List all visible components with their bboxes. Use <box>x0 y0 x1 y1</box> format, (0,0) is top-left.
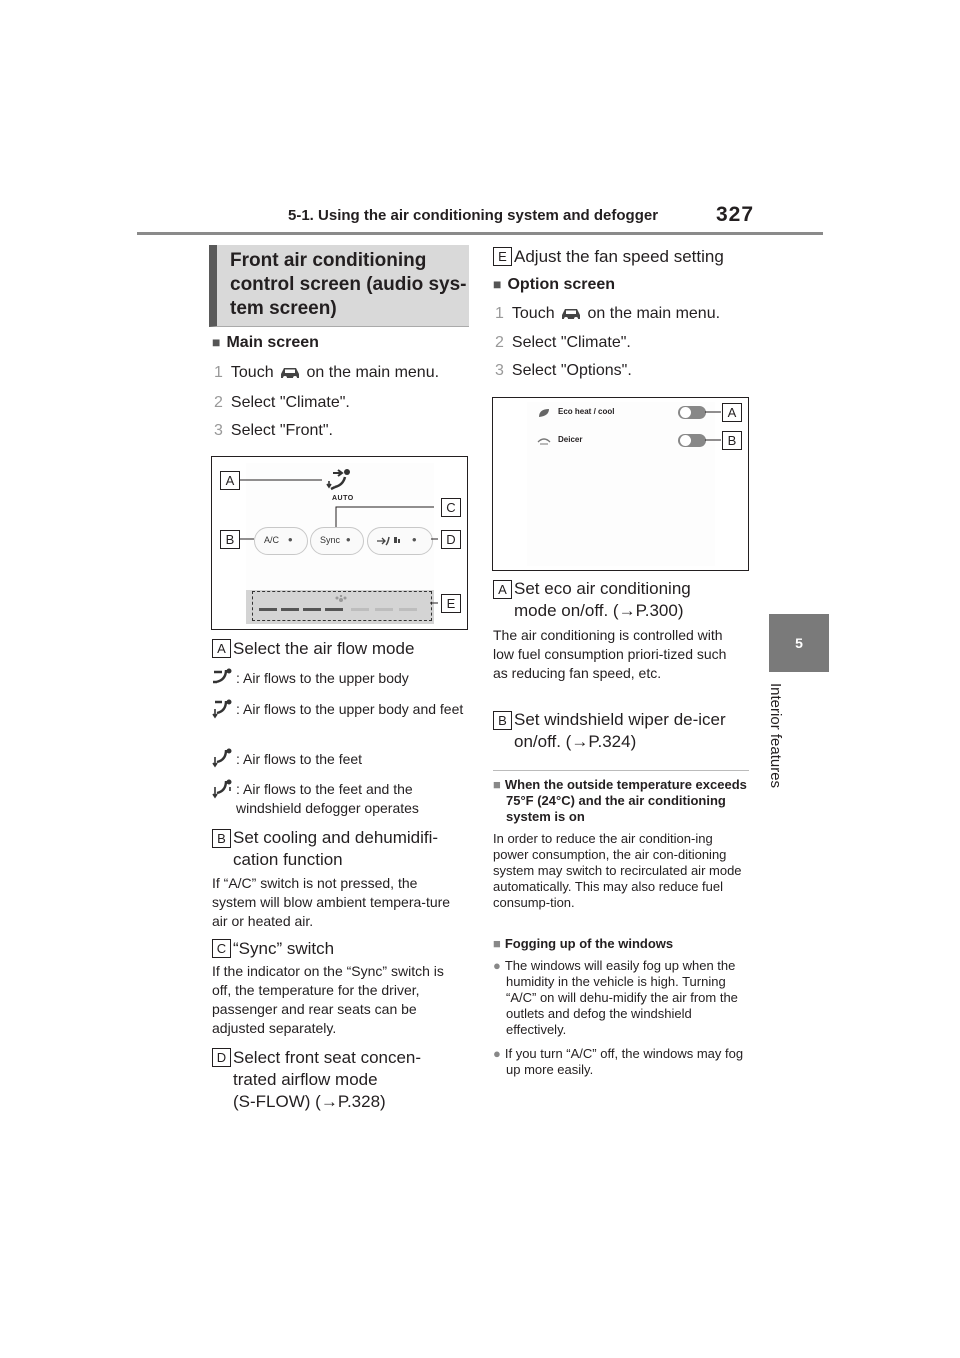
option-step-1: 1 Touch on the main menu. <box>495 305 721 322</box>
callout-c: C <box>441 498 461 517</box>
running-header-title: 5-1. Using the air conditioning system and defogger <box>288 207 659 224</box>
feet-defogger-mode-icon <box>212 779 234 799</box>
auto-indicator: AUTO <box>332 495 354 502</box>
option-callout-a: A <box>722 403 742 422</box>
item-d-label: D <box>212 1048 231 1067</box>
option-step-2: 2 Select "Climate". <box>495 334 631 351</box>
sync-button[interactable]: Sync • <box>310 527 364 555</box>
main-screen-figure <box>211 456 468 630</box>
note1-body: In order to reduce the air condition-ing power consumption, the air con-ditioning system may switch to recirculated air mode automatically. This may also reduce fuel consump-tion. <box>493 831 742 910</box>
callout-a: A <box>220 471 240 490</box>
option-item-a-title-2: mode on/off. (→P.300) <box>514 601 684 620</box>
item-b-body: If “A/C” switch is not pressed, the system will blow ambient tempera-ture air or heated air. <box>212 875 451 929</box>
main-step-3: 3 Select "Front". <box>214 422 333 439</box>
mode-feet-text: : Air flows to the feet <box>236 751 363 767</box>
chapter-label: Interior features <box>767 683 784 789</box>
feet-mode-icon <box>212 748 234 768</box>
option-item-b-title-1: Set windshield wiper de-icer <box>514 710 726 729</box>
header-rule <box>137 232 823 235</box>
ac-indicator-dot: • <box>288 532 293 547</box>
option-step-3: 3 Select "Options". <box>495 362 632 379</box>
item-b-title-1: Set cooling and dehumidifi- <box>233 828 439 847</box>
item-a-label: A <box>212 639 231 658</box>
square-bullet-icon: ■ <box>493 276 502 292</box>
note-divider <box>493 770 749 771</box>
chapter-tab: 5 <box>769 614 829 672</box>
item-d-title-3: (S-FLOW) (→P.328) <box>233 1092 386 1111</box>
main-step-1: 1 Touch on the main menu. <box>214 364 440 381</box>
item-d-title-1: Select front seat concen- <box>233 1048 422 1067</box>
mode-feet-defogger-text: : Air flows to the feet and the windshield defogger operates <box>236 781 419 816</box>
circle-bullet-icon: ● <box>493 1046 501 1061</box>
sync-indicator-dot: • <box>346 532 351 547</box>
item-c-body: If the indicator on the “Sync” switch is off, the temperature for the driver, passenger and rear seats can be adjusted separately. <box>212 963 444 1036</box>
option-leader-lines <box>493 398 750 572</box>
item-e-label: E <box>493 247 512 266</box>
upper-body-feet-mode-icon <box>212 699 234 719</box>
callout-b: B <box>220 530 240 549</box>
item-c-title: “Sync” switch <box>233 939 335 958</box>
option-item-b-title-2: on/off. (→P.324) <box>514 732 637 751</box>
ac-button[interactable]: A/C • <box>254 527 308 555</box>
car-icon <box>278 366 302 380</box>
option-item-a-title-1: Set eco air conditioning <box>514 579 691 598</box>
section-title-box <box>209 245 469 327</box>
item-d-title-2: trated airflow mode <box>233 1070 378 1089</box>
callout-d: D <box>441 530 461 549</box>
main-screen-heading: ■ Main screen <box>212 334 319 351</box>
option-item-b-label: B <box>493 711 512 730</box>
eco-row-label: Eco heat / cool <box>558 407 615 416</box>
car-icon <box>559 307 583 321</box>
square-bullet-icon: ■ <box>493 777 501 792</box>
mode-upper-body-text: : Air flows to the upper body <box>236 670 409 686</box>
note2-bullet-2: ● If you turn “A/C” off, the windows may fog up more easily. <box>493 1046 744 1077</box>
upper-body-mode-icon <box>212 668 234 686</box>
mode-upper-body-feet-text: : Air flows to the upper body and feet <box>236 701 464 717</box>
item-b-label: B <box>212 829 231 848</box>
callout-leader-lines <box>212 457 469 631</box>
item-e-title: Adjust the fan speed setting <box>514 247 724 266</box>
note1-heading: ■ When the outside temperature exceeds 75°F (24°C) and the air conditioning system is on <box>493 777 747 824</box>
option-screen-heading: ■ Option screen <box>493 276 616 293</box>
option-screen-figure <box>492 397 749 571</box>
section-title: Front air conditioning control screen (audio sys-tem screen) <box>230 250 467 319</box>
s-flow-indicator-dot: • <box>412 532 417 547</box>
main-step-2: 2 Select "Climate". <box>214 394 350 411</box>
option-item-a-body: The air conditioning is controlled with low fuel consumption priori-tized such as reducing fan speed, etc. <box>493 627 727 681</box>
callout-e: E <box>441 594 461 613</box>
circle-bullet-icon: ● <box>493 958 501 973</box>
item-c-label: C <box>212 939 231 958</box>
item-a-title: Select the air flow mode <box>233 639 415 658</box>
square-bullet-icon: ■ <box>212 334 221 350</box>
note2-heading: ■ Fogging up of the windows <box>493 936 674 951</box>
square-bullet-icon: ■ <box>493 936 501 951</box>
deicer-row-label: Deicer <box>558 435 583 444</box>
note2-bullet-1: ● The windows will easily fog up when the humidity in the vehicle is high. Turning “A/C” on will dehu-midify the air from the outlets and defog the windshield effectively. <box>493 958 738 1037</box>
option-callout-b: B <box>722 431 742 450</box>
option-item-a-label: A <box>493 580 512 599</box>
page-number: 327 <box>716 203 755 226</box>
item-b-title-2: cation function <box>233 850 343 869</box>
